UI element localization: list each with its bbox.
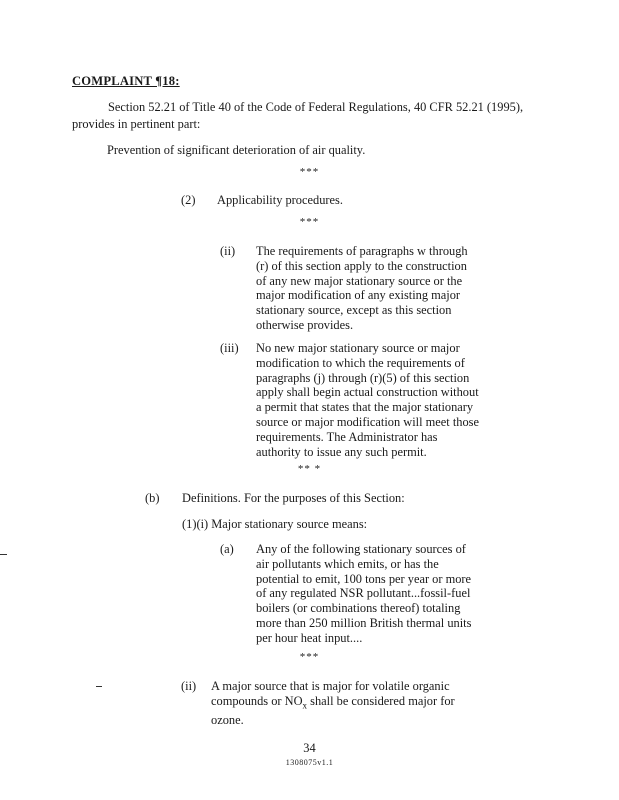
section-2-ii-marker: (ii) (220, 244, 236, 258)
margin-tick (0, 554, 7, 555)
text-line: A major source that is major for volatile organic (211, 679, 450, 693)
subscript-x: x (302, 700, 308, 711)
text-line: requirements. The Administrator has (256, 429, 438, 444)
text-line: potential to emit, 100 tons per year or more (256, 571, 472, 586)
text-line: authority to issue any such permit. (256, 444, 427, 459)
text-line: per hour heat input.... (256, 630, 363, 645)
text-fragment: shall be considered major for (307, 693, 455, 708)
ellipsis-stars-1: *** (299, 166, 320, 178)
text-line: air pollutants which emits, or has the (256, 556, 439, 571)
page-number: 34 (303, 741, 316, 755)
text-line: more than 250 million British thermal units (256, 615, 472, 630)
intro-line-2: provides in pertinent part: (72, 117, 201, 131)
complaint-heading: COMPLAINT ¶18: (72, 74, 180, 88)
section-2-ii-text (256, 244, 496, 333)
ellipsis-stars-2: *** (299, 216, 320, 228)
text-line: The requirements of paragraphs w through (256, 244, 468, 258)
section-2-title: Applicability procedures. (217, 193, 343, 207)
text-line: No new major stationary source or major (256, 341, 460, 355)
section-b-a-text (256, 542, 496, 646)
text-line (211, 694, 471, 713)
quote-title: Prevention of significant deterioration of air quality. (107, 143, 366, 157)
section-2-iii-text (256, 341, 496, 459)
text-line: apply shall begin actual construction without (256, 385, 479, 400)
text-line: of any regulated NSR pollutant...fossil-fuel (256, 586, 471, 601)
text-line: modification to which the requirements of (256, 355, 465, 370)
text-line: (r) of this section apply to the construction (256, 258, 467, 273)
intro-paragraph (72, 99, 562, 133)
section-b-ii-marker: (ii) (181, 679, 197, 693)
document-code: 1308075v1.1 (285, 758, 334, 767)
section-b-title: Definitions. For the purposes of this Section: (182, 491, 405, 505)
text-line: source or major modification will meet those (256, 414, 479, 429)
text-line: ozone. (211, 713, 244, 728)
text-fragment: compounds or NO (211, 693, 303, 708)
section-2-iii-marker: (iii) (220, 341, 239, 355)
section-b-marker: (b) (145, 491, 160, 505)
text-line: a permit that states that the major stationary (256, 400, 474, 415)
text-line: Any of the following stationary sources of (256, 542, 466, 556)
ellipsis-stars-4: *** (299, 651, 320, 663)
section-b-a-marker: (a) (220, 542, 234, 556)
intro-line-1: Section 52.21 of Title 40 of the Code of Federal Regulations, 40 CFR 52.21 (1995), (108, 100, 524, 114)
section-b-ii-text (211, 679, 471, 728)
section-b-1i: (1)(i) Major stationary source means: (182, 517, 368, 531)
ellipsis-stars-3: ** * (297, 463, 322, 475)
margin-tick (96, 686, 102, 687)
text-line: major modification of any existing major (256, 288, 461, 303)
text-line: boilers (or combinations thereof) totaling (256, 601, 461, 616)
text-line: of any new major stationary source or the (256, 273, 463, 288)
section-2-marker: (2) (181, 193, 196, 207)
text-line: otherwise provides. (256, 317, 354, 332)
text-line: paragraphs (j) through (r)(5) of this section (256, 370, 470, 385)
text-line: stationary source, except as this section (256, 303, 452, 318)
